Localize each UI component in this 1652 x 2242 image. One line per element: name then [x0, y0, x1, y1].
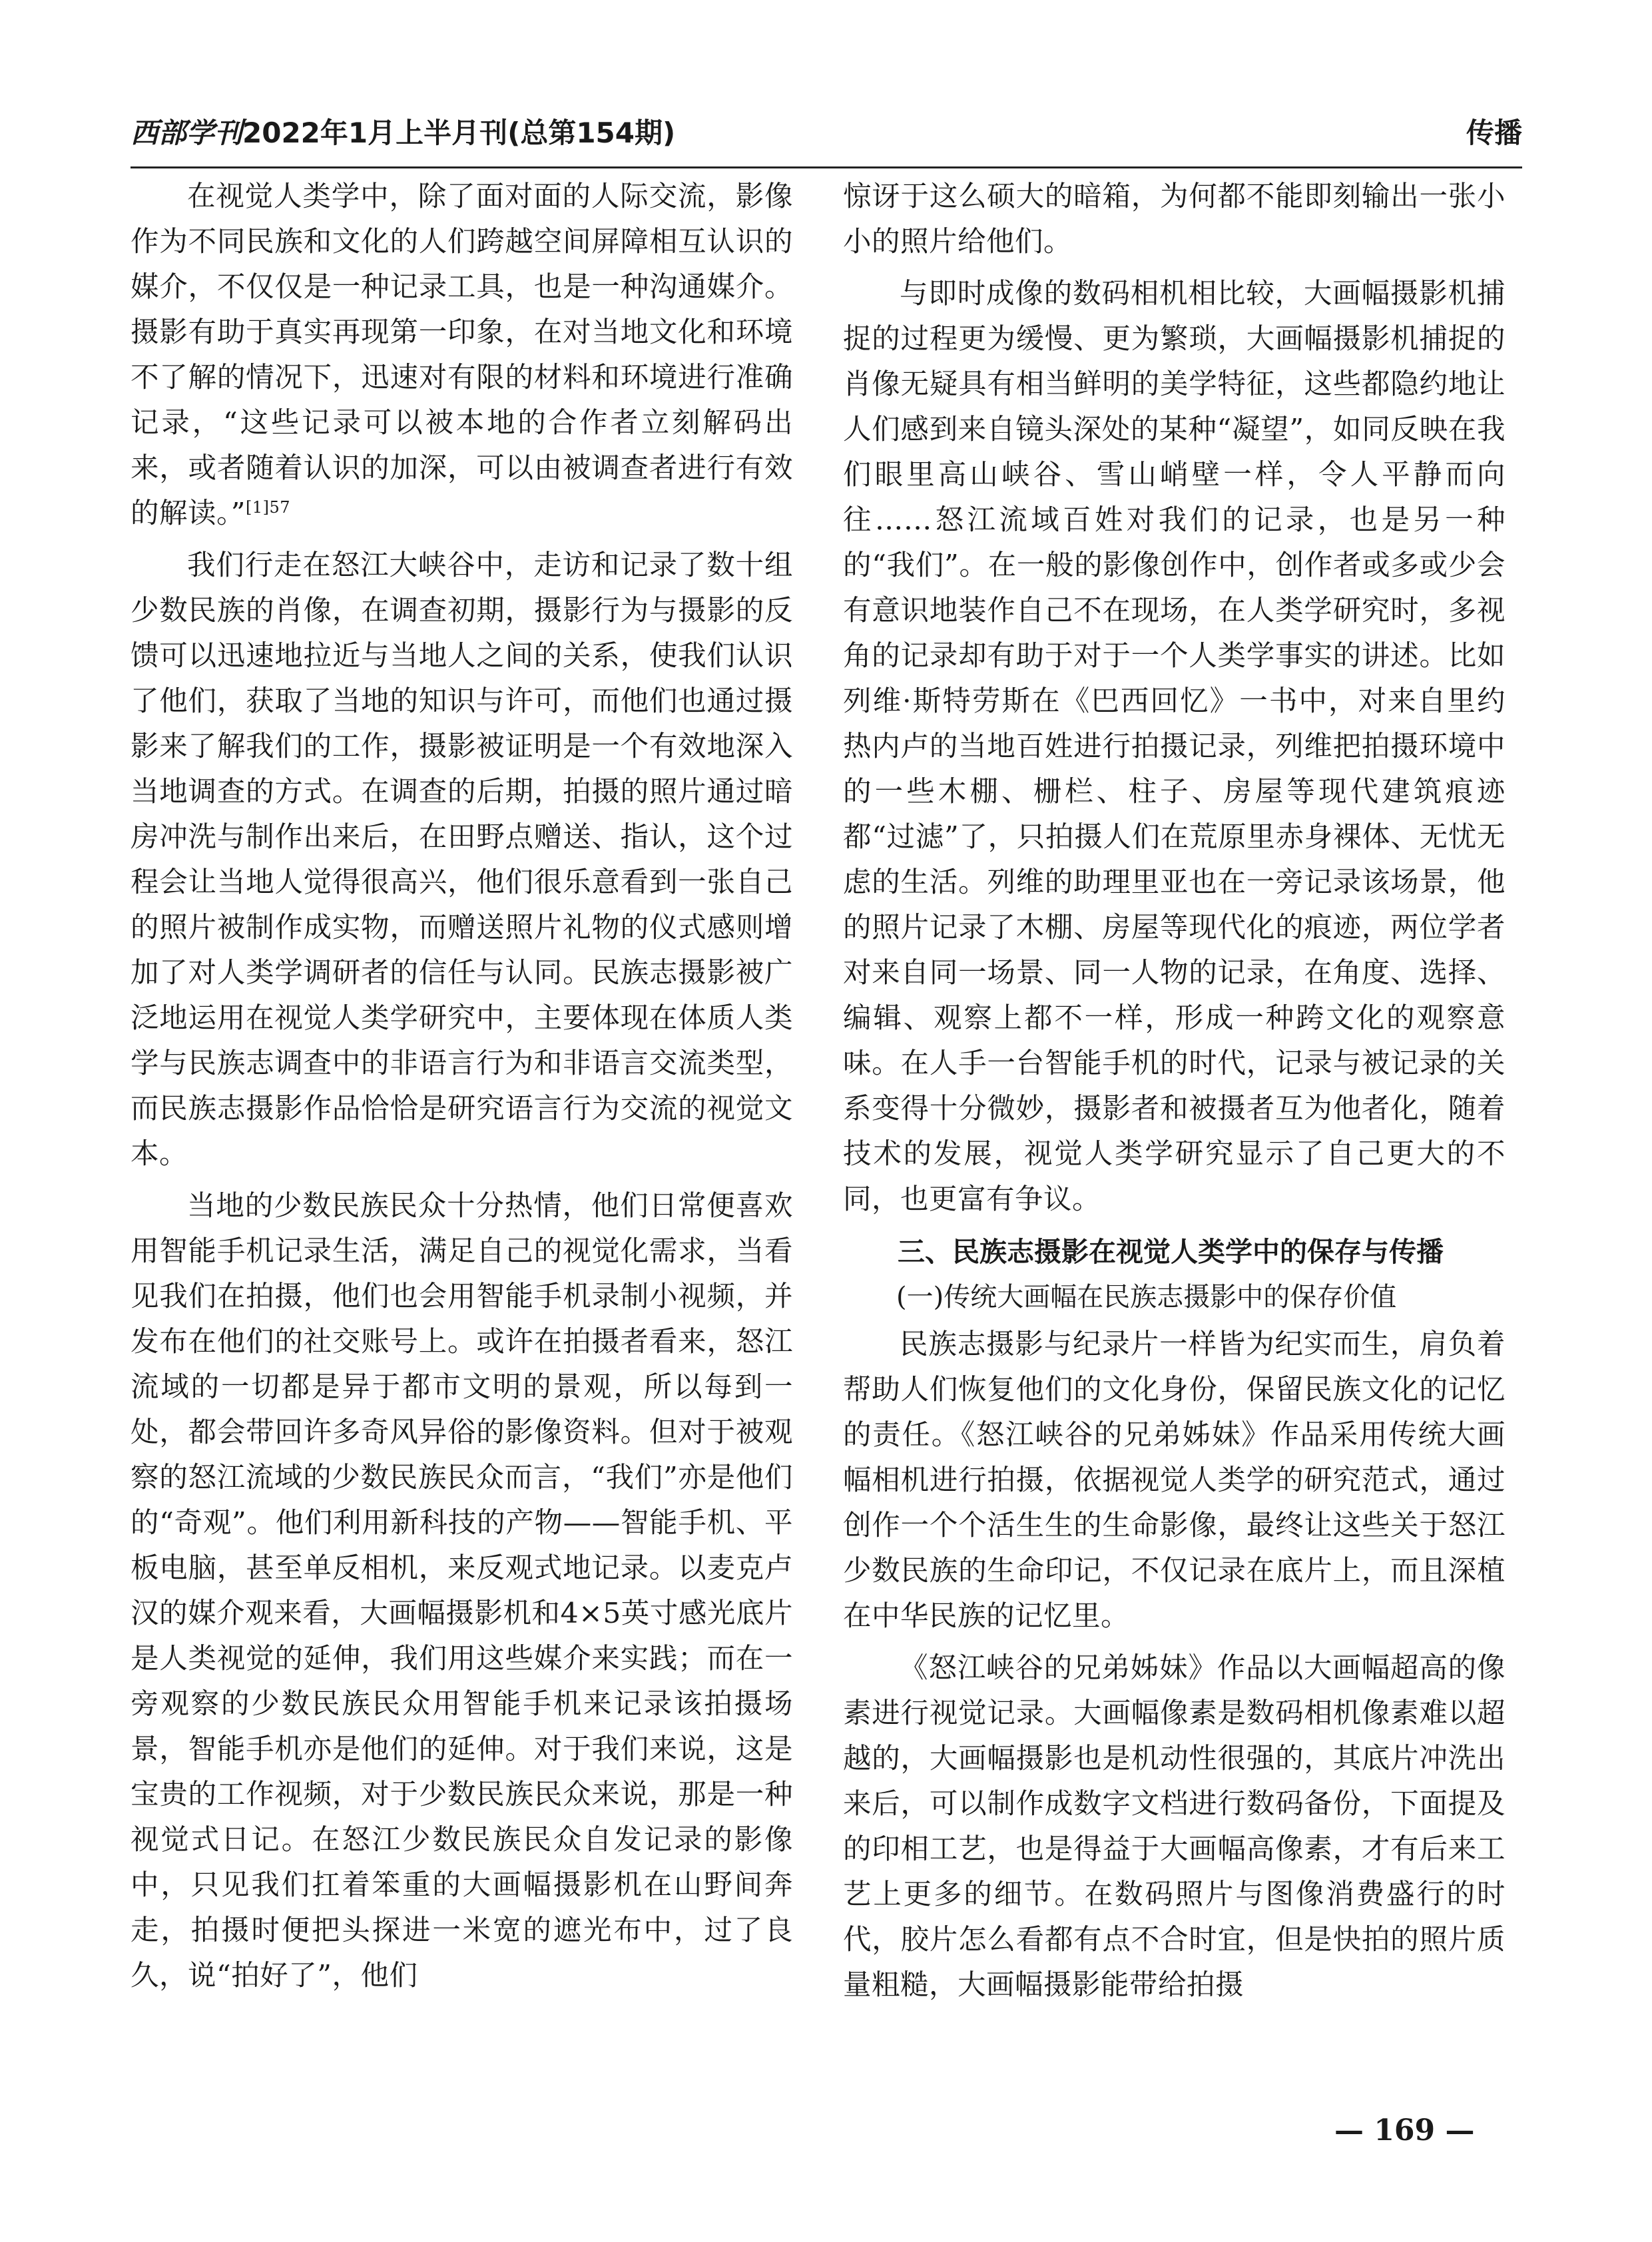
paragraph: 《怒江峡谷的兄弟姊妹》作品以大画幅超高的像素进行视觉记录。大画幅像素是数码相机像素难以超越的，大画幅摄影也是机动性很强的，其底片冲洗出来后，可以制作成数字文档进行数码备份，下面提及的印相工艺，也是得益于大画幅高像素，才有后来工艺上更多的细节。在数码照片与图像消费盛行的时代，胶片怎么看都有点不合时宜，但是快拍的照片质量粗糙，大画幅摄影能带给拍摄: [843, 1652, 1506, 2002]
running-header: [131, 113, 1522, 164]
page-number: — 169 —: [1334, 2113, 1475, 2147]
paragraph-continued: 惊讶于这么硕大的暗箱，为何都不能即刻输出一张小小的照片给他们。: [843, 180, 1506, 258]
journal-title: [131, 113, 675, 153]
paragraph: 当地的少数民族民众十分热情，他们日常便喜欢用智能手机记录生活，满足自己的视觉化需求，当看见我们在拍摄，他们也会用智能手机录制小视频，并发布在他们的社交账号上。或许在拍摄者看来，怒江流域的一切都是异于都市文明的景观，所以每到一处，都会带回许多奇风异俗的影像资料。但对于被观察的怒江流域的少数民族民众而言，“我们”亦是他们的“奇观”。他们利用新科技的产物——智能手机、平板电脑，甚至单反相机，来反观式地记录。以麦克卢汉的媒介观来看，大画幅摄影机和4×5英寸感光底片是人类视觉的延伸，我们用这些媒介来实践；而在一旁观察的少数民族民众用智能手机来记录该拍摄场景，智能手机亦是他们的延伸。对于我们来说，这是宝贵的工作视频，对于少数民族民众来说，那是一种视觉式日记。在怒江少数民族民众自发记录的影像中，只见我们扛着笨重的大画幅摄影机在山野间奔走，拍摄时便把头探进一米宽的遮光布中，过了良久，说“拍好了”，他们: [131, 1190, 793, 1992]
subsection-heading: (一)传统大画幅在民族志摄影中的保存价值: [896, 1282, 1397, 1312]
journal-logo: 西部学刊: [131, 117, 243, 149]
citation: [1]57: [245, 497, 291, 517]
left-column: [131, 174, 793, 2006]
paragraph: 我们行走在怒江大峡谷中，走访和记录了数十组少数民族的肖像，在调查初期，摄影行为与摄影的反馈可以迅速地拉近与当地人之间的关系，使我们认识了他们，获取了当地的知识与许可，而他们也通过摄影来了解我们的工作，摄影被证明是一个有效地深入当地调查的方式。在调查的后期，拍摄的照片通过暗房冲洗与制作出来后，在田野点赠送、指认，这个过程会让当地人觉得很高兴，他们很乐意看到一张自己的照片被制作成实物，而赠送照片礼物的仪式感则增加了对人类学调研者的信任与认同。民族志摄影被广泛地运用在视觉人类学研究中，主要体现在体质人类学与民族志调查中的非语言行为和非语言交流类型，而民族志摄影作品恰恰是研究语言行为交流的视觉文本。: [131, 549, 793, 1171]
paragraph: [131, 174, 793, 537]
paragraph-text: 在视觉人类学中，除了面对面的人际交流，影像作为不同民族和文化的人们跨越空间屏障相互认识的媒介，不仅仅是一种记录工具，也是一种沟通媒介。摄影有助于真实再现第一印象，在对当地文化和环境不了解的情况下，迅速对有限的材料和环境进行准确记录，“这些记录可以被本地的合作者立刻解码出来，或者随着认识的加深，可以由被调查者进行有效的解读。”: [131, 180, 793, 530]
right-column: [843, 174, 1506, 2015]
section-name: 传播: [1466, 117, 1522, 149]
paragraph: 与即时成像的数码相机相比较，大画幅摄影机捕捉的过程更为缓慢、更为繁琐，大画幅摄影机捕捉的肖像无疑具有相当鲜明的美学特征，这些都隐约地让人们感到来自镜头深处的某种“凝望”，如同反映在我们眼里高山峡谷、雪山峭壁一样，令人平静而向往……怒江流域百姓对我们的记录，也是另一种的“我们”。在一般的影像创作中，创作者或多或少会有意识地装作自己不在现场，在人类学研究时，多视角的记录却有助于对于一个人类学事实的讲述。比如列维·斯特劳斯在《巴西回忆》一书中，对来自里约热内卢的当地百姓进行拍摄记录，列维把拍摄环境中的一些木棚、栅栏、柱子、房屋等现代建筑痕迹都“过滤”了，只拍摄人们在荒原里赤身裸体、无忧无虑的生活。列维的助理里亚也在一旁记录该场景，他的照片记录了木棚、房屋等现代化的痕迹，两位学者对来自同一场景、同一人物的记录，在角度、选择、编辑、观察上都不一样，形成一种跨文化的观察意味。在人手一台智能手机的时代，记录与被记录的关系变得十分微妙，摄影者和被摄者互为他者化，随着技术的发展，视觉人类学研究显示了自己更大的不同，也更富有争议。: [843, 278, 1506, 1216]
paragraph: 民族志摄影与纪录片一样皆为纪实而生，肩负着帮助人们恢复他们的文化身份，保留民族文化的记忆的责任。《怒江峡谷的兄弟姊妹》作品采用传统大画幅相机进行拍摄，依据视觉人类学的研究范式，通过创作一个个活生生的生命影像，最终让这些关于怒江少数民族的生命印记，不仅记录在底片上，而且深植在中华民族的记忆里。: [843, 1328, 1506, 1633]
section-heading: 三、民族志摄影在视觉人类学中的保存与传播: [898, 1236, 1444, 1268]
journal-issue: 2022年1月上半月刊(总第154期): [242, 117, 676, 149]
header-rule: [131, 166, 1522, 168]
